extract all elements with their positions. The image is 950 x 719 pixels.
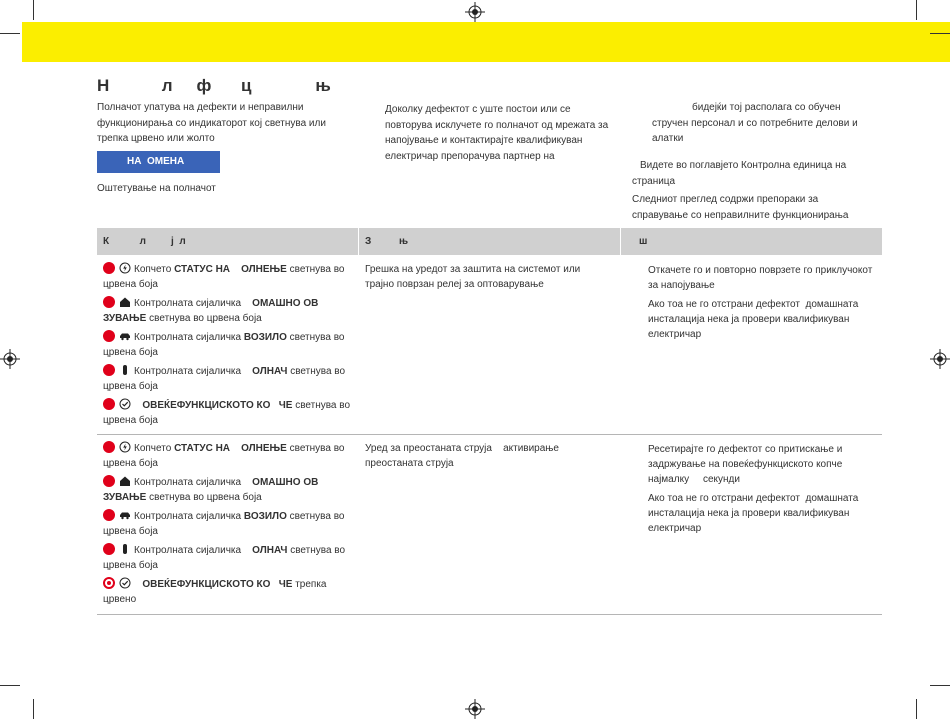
row-divider bbox=[97, 614, 882, 615]
solution-step: Ресетирајте го дефектот со притискање и задржување на повеќефункциското копче најмалку секунди bbox=[648, 444, 851, 485]
indicator-text: светнува во црвена боја bbox=[103, 545, 346, 571]
red-light-indicator-icon bbox=[103, 262, 115, 274]
crop-mark bbox=[0, 685, 20, 686]
red-light-indicator-icon bbox=[103, 509, 115, 521]
indicator-label: ОЛНАЧ bbox=[252, 545, 288, 556]
crop-mark bbox=[930, 685, 950, 686]
cause-cell: Уред за преостаната струја активирање преостаната струја bbox=[365, 443, 562, 469]
page-title: Н л ф ц њ bbox=[97, 76, 332, 95]
status-icon bbox=[119, 262, 131, 274]
indicator-label: ОВЕЌЕФУНКЦИСКОТО КО ЧЕ bbox=[142, 400, 293, 411]
plug-icon bbox=[119, 543, 131, 555]
solution-cell bbox=[628, 442, 878, 540]
intro-text-2: Доколку дефектот с уште постои или се повторува исклучете го полначот од мрежата за напојување и контактирајте квалификуван електричар препорачува партнер на bbox=[385, 104, 609, 162]
indicator-text: светнува во црвена боја bbox=[103, 332, 345, 358]
indicator-cell bbox=[103, 262, 355, 432]
indicator-item bbox=[103, 262, 355, 292]
red-light-indicator-icon bbox=[103, 441, 115, 453]
check-icon bbox=[119, 577, 131, 589]
indicator-item bbox=[103, 364, 355, 394]
car-icon bbox=[119, 330, 131, 342]
indicator-item bbox=[103, 475, 355, 505]
indicator-label: ОМАШНО ОВ ЗУВАЊЕ bbox=[103, 298, 327, 324]
indicator-item bbox=[103, 441, 355, 471]
indicator-cell bbox=[103, 441, 355, 611]
indicator-label: СТАТУС НА ОЛНЕЊЕ bbox=[174, 443, 287, 454]
indicator-label: ВОЗИЛО bbox=[243, 511, 287, 522]
indicator-text: светнува во црвена боја bbox=[103, 443, 345, 469]
indicator-item bbox=[103, 296, 355, 326]
registration-mark-icon bbox=[465, 699, 485, 719]
solution-step: Ако тоа не го отстрани дефектот домашната инсталација нека ја провери квалификуван електричар bbox=[648, 299, 862, 340]
red-light-indicator-icon bbox=[103, 364, 115, 376]
red-blink-indicator-icon bbox=[103, 577, 115, 589]
crop-mark bbox=[0, 33, 20, 34]
indicator-label: ОВЕЌЕФУНКЦИСКОТО КО ЧЕ bbox=[142, 579, 293, 590]
indicator-text: Контролната сијаличка bbox=[134, 545, 253, 556]
indicator-text: трепка црвено bbox=[103, 579, 327, 605]
table-header-solution: ш bbox=[621, 228, 882, 255]
indicator-text: светнува во црвена боја bbox=[103, 511, 345, 537]
indicator-text: светнува во црвена боја bbox=[103, 400, 351, 426]
indicator-text: Копчето bbox=[134, 443, 175, 454]
car-icon bbox=[119, 509, 131, 521]
indicator-label: ВОЗИЛО bbox=[243, 332, 287, 343]
indicator-text: Контролната сијаличка bbox=[134, 298, 253, 309]
crop-mark bbox=[930, 33, 950, 34]
crop-mark bbox=[33, 699, 34, 719]
red-light-indicator-icon bbox=[103, 398, 115, 410]
indicator-text: светнува во црвена боја bbox=[103, 366, 346, 392]
cause-cell: Грешка на уредот за заштита на системот или трајно поврзан релеј за оптоварување bbox=[365, 264, 584, 290]
indicator-text: Копчето bbox=[134, 264, 175, 275]
header-band bbox=[22, 22, 950, 62]
crop-mark bbox=[33, 0, 34, 20]
registration-mark-icon bbox=[930, 349, 950, 369]
status-icon bbox=[119, 441, 131, 453]
indicator-item bbox=[103, 398, 355, 428]
indicator-label: ОМАШНО ОВ ЗУВАЊЕ bbox=[103, 477, 327, 503]
intro-text-3: бидејќи тој располага со обучен стручен персонал и со потребните делови и алатки bbox=[652, 102, 858, 144]
solution-step: Ако тоа не го отстрани дефектот домашната инсталација нека ја провери квалификуван електричар bbox=[648, 493, 862, 534]
solution-step: Откачете го и повторно поврзете го приклучокот за напојување bbox=[648, 265, 876, 291]
indicator-item bbox=[103, 577, 355, 607]
indicator-text: светнува во црвена боја bbox=[103, 264, 345, 290]
indicator-label: СТАТУС НА ОЛНЕЊЕ bbox=[174, 264, 287, 275]
row-divider bbox=[97, 434, 882, 435]
plug-icon bbox=[119, 364, 131, 376]
indicator-item bbox=[103, 330, 355, 360]
note-text: Оштетување на полначот bbox=[97, 183, 216, 194]
overview-text: Следниот преглед содржи препораки за справување со неправилните функционирања bbox=[632, 194, 849, 221]
indicator-text: светнува во црвена боја bbox=[146, 492, 262, 503]
indicator-item bbox=[103, 543, 355, 573]
indicator-text: светнува во црвена боја bbox=[146, 313, 262, 324]
crop-mark bbox=[916, 699, 917, 719]
indicator-text: Контролната сијаличка bbox=[134, 332, 244, 343]
registration-mark-icon bbox=[465, 2, 485, 22]
red-light-indicator-icon bbox=[103, 296, 115, 308]
indicator-text: Контролната сијаличка bbox=[134, 511, 244, 522]
red-light-indicator-icon bbox=[103, 475, 115, 487]
red-light-indicator-icon bbox=[103, 543, 115, 555]
indicator-text: Контролната сијаличка bbox=[134, 477, 253, 488]
home-icon bbox=[119, 296, 131, 308]
red-light-indicator-icon bbox=[103, 330, 115, 342]
check-icon bbox=[119, 398, 131, 410]
table-header-indicator: К л ј л bbox=[97, 228, 358, 255]
intro-text: Полначот упатува на дефекти и неправилни функционирања со индикаторот кој светнува или трепка црвено или жолто bbox=[97, 102, 326, 144]
registration-mark-icon bbox=[0, 349, 20, 369]
table-header-cause: З њ bbox=[359, 228, 620, 255]
home-icon bbox=[119, 475, 131, 487]
chapter-reference: Видете во поглавјето Контролна единица на страница bbox=[632, 160, 847, 187]
solution-cell bbox=[628, 263, 878, 346]
indicator-item bbox=[103, 509, 355, 539]
crop-mark bbox=[916, 0, 917, 20]
indicator-label: ОЛНАЧ bbox=[252, 366, 288, 377]
indicator-text: Контролната сијаличка bbox=[134, 366, 253, 377]
note-label: НА ОМЕНА bbox=[97, 151, 220, 173]
